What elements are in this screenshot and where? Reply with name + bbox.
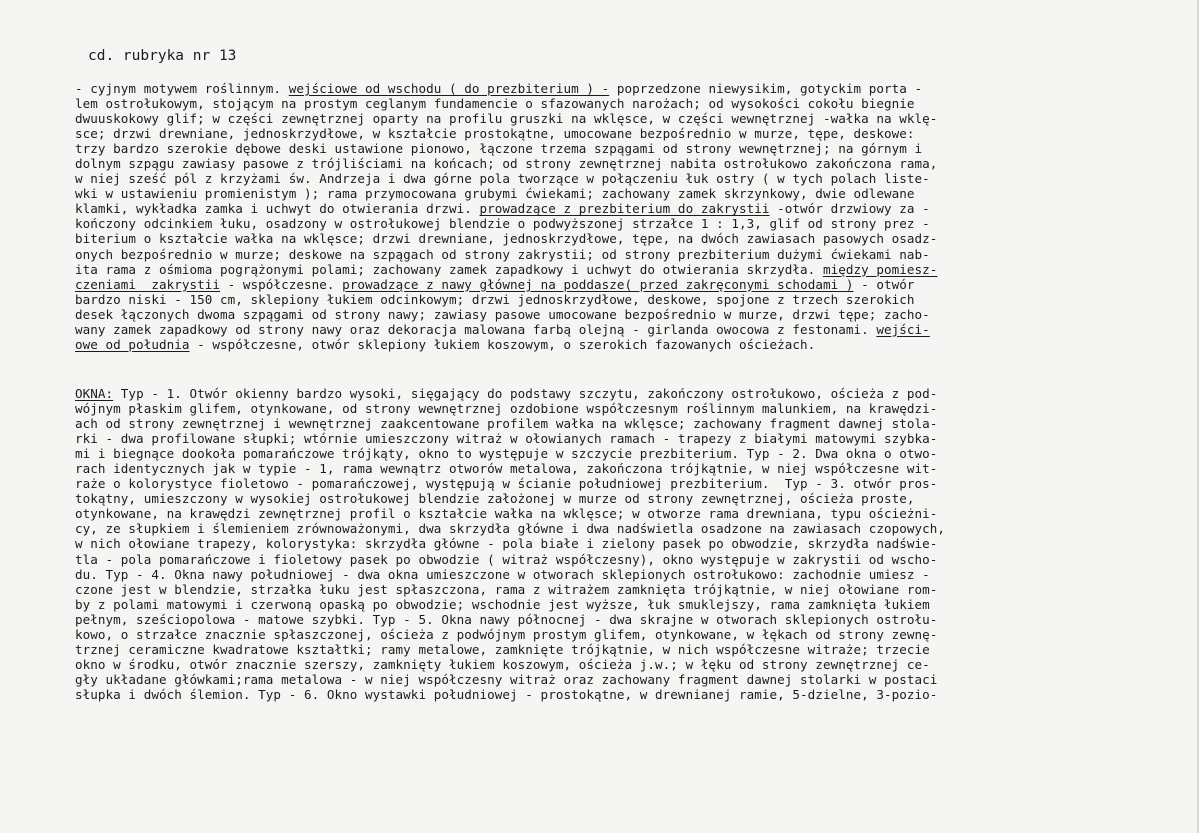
text-line <box>75 262 1193 277</box>
text-segment: lem ostrołukowym, stojącym na prostym ceglanym fundamencie o sfazowanych narożach; od wysokości cokołu biegnie <box>75 96 915 112</box>
text-segment: Typ - 1. Otwór okienny bardzo wysoki, sięgający do podstawy szczytu, zakończony ostrołukowo, ościeża z pod- <box>113 386 938 401</box>
text-segment: tokątny, umieszczony w wysokiej ostrołukowej blendzie założonej w murze od strony zewnętrznej, ościeża proste, <box>75 491 915 507</box>
text-line <box>75 416 1193 431</box>
text-line <box>75 536 1193 551</box>
text-line <box>75 627 1193 642</box>
underlined-heading: wejściowe od wschodu ( do prezbiterium ) - <box>288 81 610 96</box>
text-segment: - cyjnym motywem roślinnym. <box>75 81 289 96</box>
text-segment: ita rama z ośmioma pogrążonymi polami; zachowany zamek zapadkowy i uchwyt do otwierania skrzydła. <box>75 261 823 277</box>
text-line <box>75 446 1193 461</box>
text-segment: trznej ceramiczne kwadratowe kształtki; ramy metalowe, zamknięte trójkątnie, w nich współczesne witraże; trzecie <box>75 641 930 657</box>
text-line <box>75 552 1193 567</box>
text-segment: biterium o kształcie wałka na wklęsce; drzwi drewniane, jednoskrzydłowe, tępe, na dwóch zawiasach pasowych osadz- <box>75 231 938 247</box>
text-segment: rki - dwa profilowane słupki; wtórnie umieszczony witraż w ołowianych ramach - trapezy z białymi matowymi szybka- <box>75 431 938 447</box>
text-segment: - otwór <box>853 276 915 292</box>
text-segment: gły układane główkami;rama metalowa - w niej współczesny witraż oraz zachowany fragment dawnej stolarki w postaci <box>75 671 938 687</box>
text-line <box>75 431 1193 446</box>
underlined-heading: między pomiesz- <box>822 261 938 277</box>
text-segment: dwuuskokowy glif; w części zewnętrznej oparty na profilu gruszki na wklęsce, w części wewnętrznej -wałka na wklę- <box>75 111 938 127</box>
text-line <box>75 461 1193 476</box>
text-line <box>75 171 1193 186</box>
text-line <box>75 292 1193 307</box>
text-segment: by z polami matowymi i czerwoną opaską po obwodzie; wschodnie jest wyższe, łuk smuklejszy, rama zamknięta łukiem <box>75 596 930 612</box>
text-line <box>75 687 1193 702</box>
text-line <box>75 247 1193 262</box>
text-line <box>75 156 1193 171</box>
text-segment: onych bezpośrednio w murze; deskowe na szpągach od strony zakrystii; od strony prezbiterium dużymi ćwiekami nab- <box>75 246 930 262</box>
text-segment: pełnym, sześciopolowa - matowe szybki. Typ - 5. Okna nawy północnej - dwa skrajne w otworach sklepionych ostrołu- <box>75 611 938 627</box>
text-line <box>75 491 1193 506</box>
text-segment: czone jest w blendzie, strzałka łuku jest spłaszczona, rama z witrażem zamknięta trójkątnie, w niej ołowiane rom- <box>75 581 938 597</box>
underlined-heading: owe od południa <box>75 336 190 352</box>
text-line <box>75 567 1193 582</box>
text-line <box>75 612 1193 627</box>
text-line <box>75 657 1193 672</box>
underlined-heading: prowadzące z nawy głównej na poddasze( przed zakręconymi schodami ) <box>342 276 854 292</box>
text-line <box>75 476 1193 491</box>
text-segment: słupka i dwóch ślemion. Typ - 6. Okno wystawki południowej - prostokątne, w drewnianej ramie, 5-dzielne, 3-pozio- <box>75 686 938 702</box>
text-segment: - współczesne. <box>220 276 343 292</box>
text-segment: - współczesne, otwór sklepiony łukiem koszowym, o szerokich fazowanych ościeżach. <box>189 336 816 352</box>
text-line <box>75 322 1193 337</box>
text-segment: bardzo niski - 150 cm, sklepiony łukiem odcinkowym; drzwi jednoskrzydłowe, deskowe, spojone z trzech szerokich <box>75 291 915 307</box>
underlined-heading: czeniami zakrystii <box>75 276 221 292</box>
underlined-heading: wejści- <box>876 321 930 337</box>
underlined-heading: OKNA: <box>75 386 114 401</box>
text-line <box>75 216 1193 231</box>
paragraph-windows <box>75 386 1193 702</box>
text-segment: w niej sześć pól z krzyżami św. Andrzeja i dwa górne pola tworzące w połączeniu łuk ostry ( w tych polach liste- <box>75 171 930 187</box>
section-header: cd. rubryka nr 13 <box>88 48 237 64</box>
text-line <box>75 201 1193 216</box>
text-segment: trzy bardzo szerokie dębowe deski ustawione pionowo, łączone trzema szpągami od strony wewnętrznej; na górnym i <box>75 141 923 157</box>
text-line <box>75 597 1193 612</box>
text-segment: poprzedzone niewysikim, gotyckim porta - <box>609 81 923 96</box>
text-segment: kowo, o strzałce znacznie spłaszczonej, ościeża z podwójnym prostym glifem, otynkowane, w łękach od strony zewnę- <box>75 626 938 642</box>
text-line <box>75 81 1193 96</box>
paragraph-doors <box>75 81 1193 352</box>
text-line <box>75 111 1193 126</box>
text-line <box>75 231 1193 246</box>
text-segment: du. Typ - 4. Okna nawy południowej - dwa okna umieszczone w otworach sklepionych ostrołukowo: zachodnie umiesz - <box>75 566 930 582</box>
text-segment: mi i biegnące dookoła pomarańczowe trójkąty, okno to występuje w szczycie prezbiterium. Typ - 2. Dwa okna o otwo- <box>75 446 938 462</box>
text-segment: -otwór drzwiowy za - <box>769 201 930 217</box>
text-segment: kończony odcinkiem łuku, osadzony w ostrołukowej blendzie o podwyższonej strzałce 1 : 1,3, glif od strony prez - <box>75 216 930 232</box>
text-line <box>75 386 1193 401</box>
text-line <box>75 672 1193 687</box>
text-segment: desek łączonych dwoma szpągami od strony nawy; zawiasy pasowe umocowane bezpośrednio w murze, drzwi tępe; zacho- <box>75 306 930 322</box>
text-line <box>75 186 1193 201</box>
text-line <box>75 307 1193 322</box>
text-segment: raże o kolorystyce fioletowo - pomarańczowej, występują w ścianie południowej prezbiterium. Typ - 3. otwór pros- <box>75 476 938 492</box>
underlined-heading: prowadzące z prezbiterium do zakrystii <box>479 201 770 217</box>
text-segment: ach od strony zewnętrznej i wewnętrznej zaakcentowane profilem wałka na wklęsce; zachowany fragment dawnej stola- <box>75 416 938 432</box>
text-line <box>75 521 1193 536</box>
text-segment: wany zamek zapadkowy od strony nawy oraz dekoracja malowana farbą olejną - girlanda owocowa z festonami. <box>75 321 877 337</box>
text-line <box>75 141 1193 156</box>
text-segment: w nich ołowiane trapezy, kolorystyka: skrzydła główne - pola białe i zielony pasek po obwodzie, skrzydła nadświe- <box>75 536 938 552</box>
text-segment: okno w środku, otwór znacznie szerszy, zamknięty łukiem koszowym, ościeża j.w.; w łęku od strony zewnętrznej ce- <box>75 656 930 672</box>
text-segment: klamki, wykładka zamka i uchwyt do otwierania drzwi. <box>75 201 480 217</box>
text-segment: sce; drzwi drewniane, jednoskrzydłowe, w kształcie prostokątne, umocowane bezpośrednio w murze, tępe, deskowe: <box>75 126 915 142</box>
text-line <box>75 337 1193 352</box>
text-line <box>75 277 1193 292</box>
text-line <box>75 126 1193 141</box>
text-segment: cy, ze słupkiem i ślemieniem zrównoważonymi, dwa skrzydła główne i dwa nadświetla osadzone na zawiasach czopowych, <box>75 521 946 537</box>
text-segment: rach identycznych jak w typie - 1, rama wewnątrz otworów metalowa, zakończona trójkątnie, w niej współczesne wit- <box>75 461 938 477</box>
text-line <box>75 642 1193 657</box>
text-segment: wki w ustawieniu promienistym ); rama przymocowana grubymi ćwiekami; zachowany zamek skrzynkowy, dwie odlewane <box>75 186 915 202</box>
text-line <box>75 582 1193 597</box>
text-segment: tla - pola pomarańczowe i fioletowy pasek po obwodzie ( witraż współczesny), okno występuje w zakrystii od wscho- <box>75 551 938 567</box>
text-segment: wójnym płaskim glifem, otynkowane, od strony wewnętrznej ozdobione współczesnym roślinnym malunkiem, na krawędzi- <box>75 401 938 417</box>
text-segment: otynkowane, na krawędzi zewnętrznej profil o kształcie wałka na wklęsce; w otworze rama drewniana, typu ościeżni- <box>75 506 938 522</box>
text-line <box>75 96 1193 111</box>
text-line <box>75 506 1193 521</box>
text-segment: dolnym szpągu zawiasy pasowe z trójliściami na końcach; od strony zewnętrznej nabita ostrołukowo zakończona rama, <box>75 156 938 172</box>
text-line <box>75 401 1193 416</box>
